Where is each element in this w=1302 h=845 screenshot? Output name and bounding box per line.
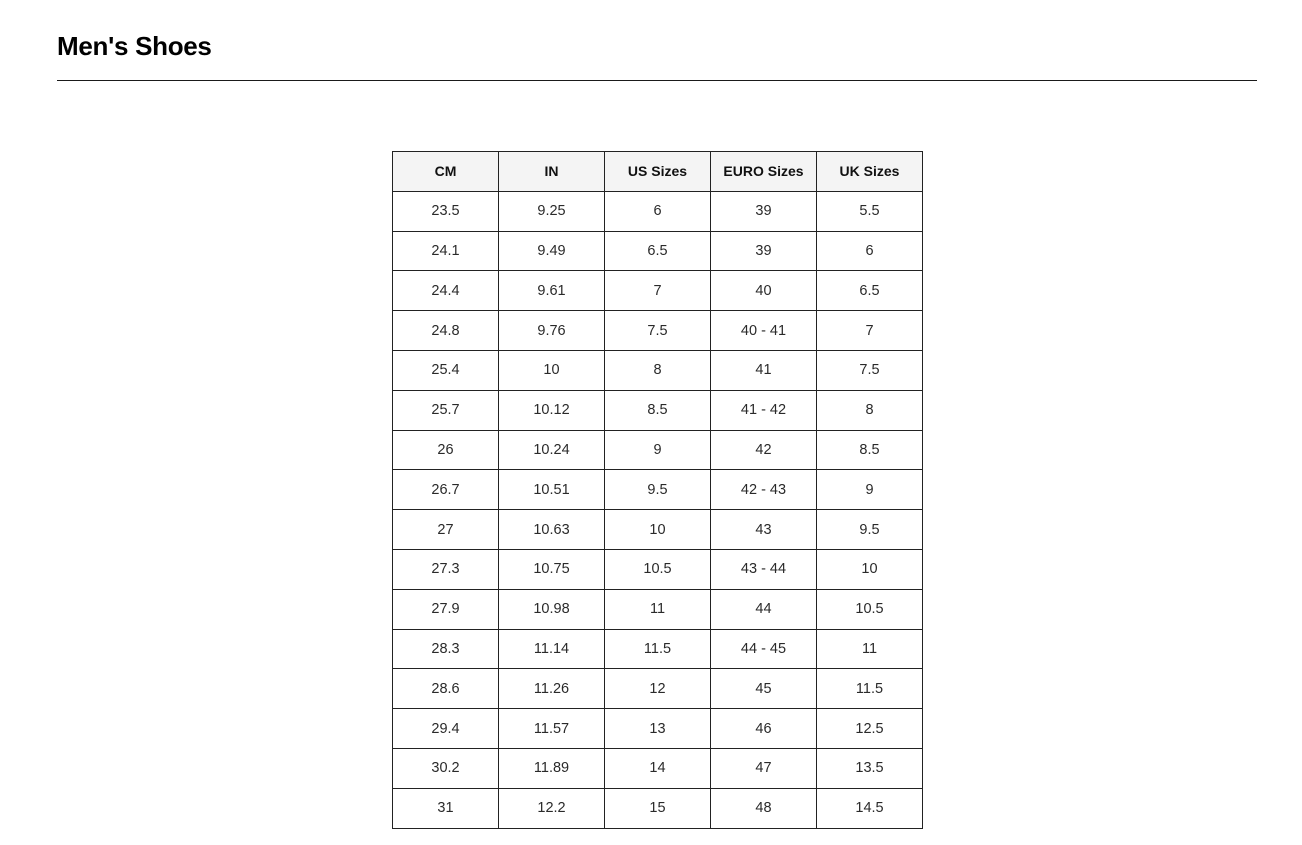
cell-euro-size: 42 - 43 bbox=[711, 470, 817, 510]
cell-in: 9.61 bbox=[499, 271, 605, 311]
cell-in: 9.49 bbox=[499, 231, 605, 271]
cell-cm: 24.4 bbox=[393, 271, 499, 311]
table-row bbox=[393, 430, 923, 470]
cell-cm: 27 bbox=[393, 510, 499, 550]
cell-us-size: 10.5 bbox=[605, 549, 711, 589]
cell-cm: 31 bbox=[393, 788, 499, 828]
cell-uk-size: 9 bbox=[817, 470, 923, 510]
cell-us-size: 9.5 bbox=[605, 470, 711, 510]
cell-us-size: 11.5 bbox=[605, 629, 711, 669]
cell-cm: 24.1 bbox=[393, 231, 499, 271]
cell-euro-size: 45 bbox=[711, 669, 817, 709]
table-row bbox=[393, 709, 923, 749]
cell-us-size: 12 bbox=[605, 669, 711, 709]
cell-euro-size: 43 - 44 bbox=[711, 549, 817, 589]
cell-us-size: 9 bbox=[605, 430, 711, 470]
table-row bbox=[393, 350, 923, 390]
cell-cm: 26 bbox=[393, 430, 499, 470]
cell-uk-size: 8.5 bbox=[817, 430, 923, 470]
table-row bbox=[393, 788, 923, 828]
cell-us-size: 15 bbox=[605, 788, 711, 828]
cell-euro-size: 47 bbox=[711, 748, 817, 788]
table-row bbox=[393, 311, 923, 351]
table-row bbox=[393, 629, 923, 669]
table-header-row bbox=[393, 152, 923, 192]
column-header-euro-sizes: EURO Sizes bbox=[711, 152, 817, 192]
cell-cm: 28.3 bbox=[393, 629, 499, 669]
cell-us-size: 8 bbox=[605, 350, 711, 390]
table-row bbox=[393, 549, 923, 589]
cell-euro-size: 44 bbox=[711, 589, 817, 629]
cell-euro-size: 41 - 42 bbox=[711, 390, 817, 430]
cell-in: 11.26 bbox=[499, 669, 605, 709]
cell-uk-size: 13.5 bbox=[817, 748, 923, 788]
table-row bbox=[393, 470, 923, 510]
cell-cm: 30.2 bbox=[393, 748, 499, 788]
cell-cm: 28.6 bbox=[393, 669, 499, 709]
cell-in: 10.12 bbox=[499, 390, 605, 430]
cell-euro-size: 44 - 45 bbox=[711, 629, 817, 669]
cell-cm: 25.7 bbox=[393, 390, 499, 430]
cell-cm: 27.9 bbox=[393, 589, 499, 629]
column-header-uk-sizes: UK Sizes bbox=[817, 152, 923, 192]
cell-uk-size: 10 bbox=[817, 549, 923, 589]
cell-uk-size: 6 bbox=[817, 231, 923, 271]
cell-uk-size: 12.5 bbox=[817, 709, 923, 749]
table-row bbox=[393, 390, 923, 430]
cell-uk-size: 7 bbox=[817, 311, 923, 351]
cell-uk-size: 5.5 bbox=[817, 191, 923, 231]
cell-us-size: 8.5 bbox=[605, 390, 711, 430]
page-title: Men's Shoes bbox=[57, 31, 212, 61]
cell-us-size: 7 bbox=[605, 271, 711, 311]
cell-us-size: 11 bbox=[605, 589, 711, 629]
cell-cm: 23.5 bbox=[393, 191, 499, 231]
cell-uk-size: 6.5 bbox=[817, 271, 923, 311]
cell-in: 10.98 bbox=[499, 589, 605, 629]
cell-us-size: 6 bbox=[605, 191, 711, 231]
cell-in: 11.14 bbox=[499, 629, 605, 669]
cell-cm: 27.3 bbox=[393, 549, 499, 589]
cell-uk-size: 10.5 bbox=[817, 589, 923, 629]
cell-uk-size: 11 bbox=[817, 629, 923, 669]
table-row bbox=[393, 748, 923, 788]
cell-us-size: 13 bbox=[605, 709, 711, 749]
table-row bbox=[393, 271, 923, 311]
column-header-us-sizes: US Sizes bbox=[605, 152, 711, 192]
cell-in: 11.57 bbox=[499, 709, 605, 749]
cell-us-size: 6.5 bbox=[605, 231, 711, 271]
cell-cm: 26.7 bbox=[393, 470, 499, 510]
cell-in: 9.25 bbox=[499, 191, 605, 231]
cell-us-size: 14 bbox=[605, 748, 711, 788]
cell-euro-size: 46 bbox=[711, 709, 817, 749]
cell-euro-size: 42 bbox=[711, 430, 817, 470]
cell-in: 10.75 bbox=[499, 549, 605, 589]
cell-uk-size: 14.5 bbox=[817, 788, 923, 828]
cell-cm: 29.4 bbox=[393, 709, 499, 749]
cell-euro-size: 43 bbox=[711, 510, 817, 550]
cell-in: 10.24 bbox=[499, 430, 605, 470]
cell-cm: 24.8 bbox=[393, 311, 499, 351]
size-chart-body bbox=[393, 191, 923, 828]
table-row bbox=[393, 231, 923, 271]
cell-in: 9.76 bbox=[499, 311, 605, 351]
column-header-in: IN bbox=[499, 152, 605, 192]
cell-in: 11.89 bbox=[499, 748, 605, 788]
column-header-cm: CM bbox=[393, 152, 499, 192]
cell-euro-size: 40 - 41 bbox=[711, 311, 817, 351]
cell-us-size: 10 bbox=[605, 510, 711, 550]
cell-uk-size: 11.5 bbox=[817, 669, 923, 709]
cell-euro-size: 39 bbox=[711, 231, 817, 271]
size-chart-table bbox=[392, 151, 923, 829]
table-row bbox=[393, 510, 923, 550]
table-row bbox=[393, 589, 923, 629]
cell-euro-size: 41 bbox=[711, 350, 817, 390]
cell-euro-size: 40 bbox=[711, 271, 817, 311]
cell-euro-size: 39 bbox=[711, 191, 817, 231]
cell-us-size: 7.5 bbox=[605, 311, 711, 351]
table-row bbox=[393, 191, 923, 231]
cell-in: 10 bbox=[499, 350, 605, 390]
cell-uk-size: 7.5 bbox=[817, 350, 923, 390]
cell-uk-size: 8 bbox=[817, 390, 923, 430]
cell-in: 12.2 bbox=[499, 788, 605, 828]
cell-in: 10.63 bbox=[499, 510, 605, 550]
cell-euro-size: 48 bbox=[711, 788, 817, 828]
cell-cm: 25.4 bbox=[393, 350, 499, 390]
title-divider bbox=[57, 80, 1257, 81]
cell-in: 10.51 bbox=[499, 470, 605, 510]
cell-uk-size: 9.5 bbox=[817, 510, 923, 550]
table-row bbox=[393, 669, 923, 709]
